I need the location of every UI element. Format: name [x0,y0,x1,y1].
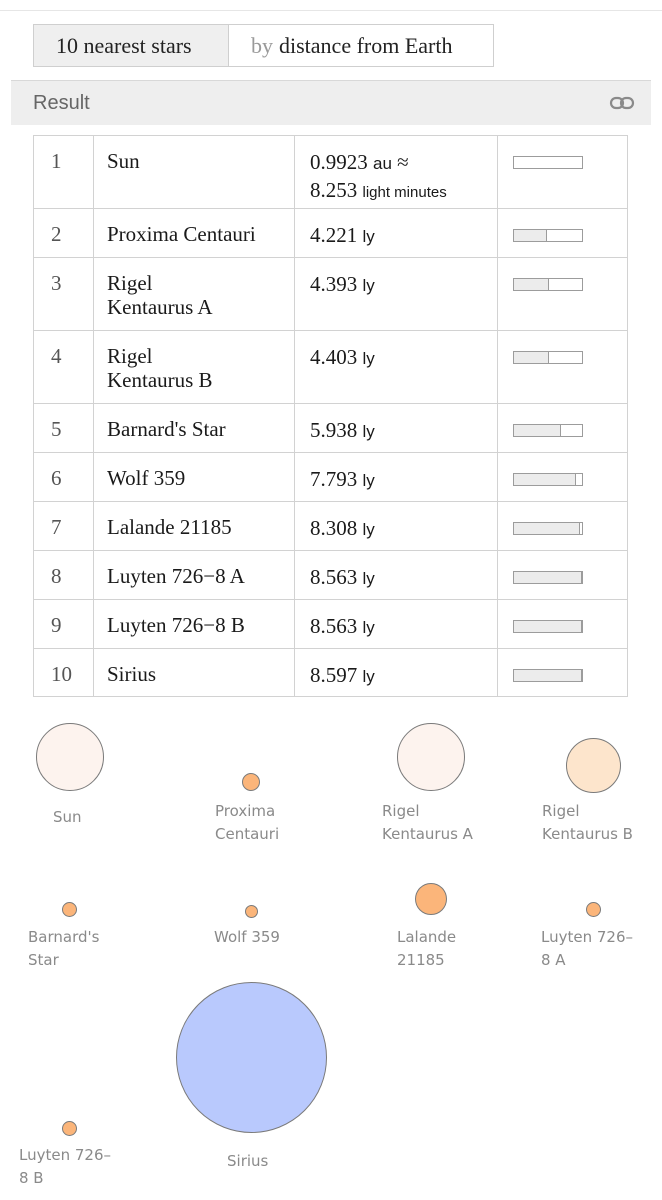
distance-value: 8.597 [310,663,358,687]
distance-value: 7.793 [310,467,358,491]
star-bubble-label: Barnard's Star [28,928,100,969]
star-bubble [242,773,260,791]
distance-unit: ly [362,227,375,246]
approx-sign: ≈ [397,150,409,174]
distance-unit: ly [362,276,375,295]
distance-unit: au [373,154,392,173]
rank-cell: 9 [34,600,94,649]
star-name-cell: Sun [94,136,295,209]
query-term[interactable]: 10 nearest stars [34,25,229,66]
distance-value: 4.393 [310,272,358,296]
star-bubble-label: Proxima Centauri [215,802,280,843]
star-bubble [62,902,77,917]
star-name-cell: Wolf 359 [94,453,295,502]
star-bubble [176,982,327,1133]
star-bubble-label: Sirius [227,1152,269,1170]
star-name-cell: Barnard's Star [94,404,295,453]
star-bubble-label: Wolf 359 [214,928,280,946]
result-title: Result [33,92,90,114]
star-bubble-label: Lalande 21185 [397,928,457,969]
distance-unit-alt: light minutes [362,184,447,201]
star-bubble-label: Rigel Kentaurus B [542,802,633,843]
star-name-cell: Luyten 726−8 B [94,600,295,649]
rank-cell: 7 [34,502,94,551]
distance-value: 5.938 [310,418,358,442]
distance-value: 4.221 [310,223,358,247]
star-name-cell: Rigel Kentaurus B [94,331,295,404]
star-name-cell: Luyten 726−8 A [94,551,295,600]
star-bubble-label: Sun [53,808,82,826]
distance-unit: ly [362,520,375,539]
distance-value: 8.563 [310,565,358,589]
star-bubble-label: Rigel Kentaurus A [382,802,473,843]
star-name-cell: Proxima Centauri [94,209,295,258]
star-bubble-label: Luyten 726– 8 B [19,1146,111,1187]
distance-value: 8.563 [310,614,358,638]
star-name-cell: Sirius [94,649,295,697]
star-bubble [245,905,258,918]
by-word: by [251,33,273,58]
distance-unit: ly [362,349,375,368]
distance-value: 0.9923 [310,150,368,174]
rank-cell: 1 [34,136,94,209]
distance-value: 4.403 [310,345,358,369]
distance-value-alt: 8.253 [310,178,358,202]
rank-cell: 10 [34,649,94,697]
star-bubble-label: Luyten 726– 8 A [541,928,633,969]
distance-unit: ly [362,618,375,637]
star-name-cell: Lalande 21185 [94,502,295,551]
rank-cell: 8 [34,551,94,600]
rank-cell: 3 [34,258,94,331]
sort-criterion: distance from Earth [279,33,453,58]
rank-cell: 5 [34,404,94,453]
star-bubble [586,902,601,917]
distance-unit: ly [362,569,375,588]
star-bubble [397,723,465,791]
rank-cell: 6 [34,453,94,502]
rank-cell: 2 [34,209,94,258]
rank-cell: 4 [34,331,94,404]
star-bubble [415,883,447,915]
star-bubble [62,1121,77,1136]
star-bubble [36,723,104,791]
star-bubble [566,738,621,793]
distance-unit: ly [362,667,375,686]
star-name-cell: Rigel Kentaurus A [94,258,295,331]
distance-unit: ly [362,471,375,490]
distance-unit: ly [362,422,375,441]
distance-value: 8.308 [310,516,358,540]
